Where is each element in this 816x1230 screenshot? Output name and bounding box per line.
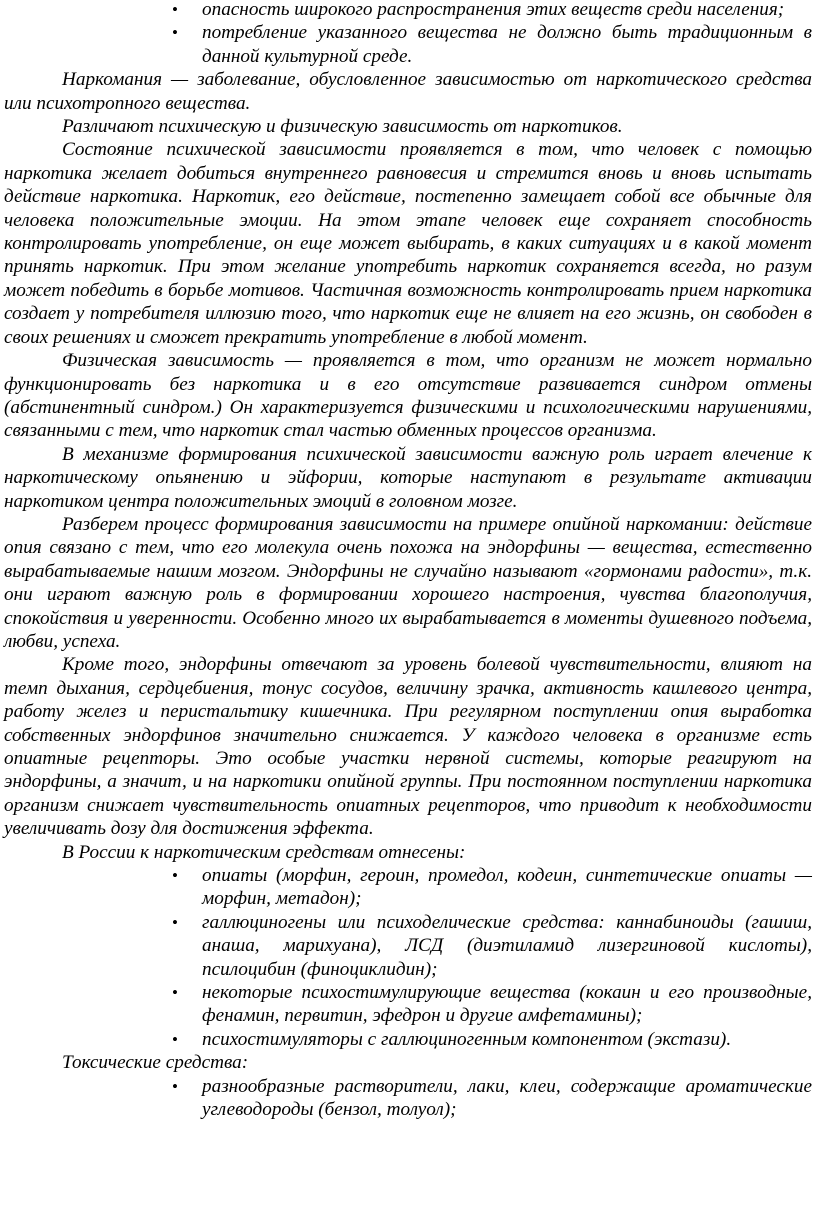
toxic-heading: Токсические средства: xyxy=(62,1052,249,1074)
paragraph-psychological-dependence: Состояние психической зависимости проявляется в том, что человек с помощью наркотика желает добиться внутреннего равновесия и стремится вновь и вновь испытать действие наркотика. Наркотик, его действие, постепенно замещает собой все обычные для человека положительные эмоции. На этом этапе человек еще сохраняет способность контролировать употребление, он еще может выбирать, в каких ситуациях и в какой момент принять наркотик. При этом желание употребить наркотик сохраняется всегда, но разум может победить в борьбе мотивов. Частичная возможность контролировать прием наркотика создает у потребителя иллюзию того, что наркотик еще не влияет на его жизнь, он свободен в своих решениях и сможет прекратить употребление в любой момент. xyxy=(4,139,812,348)
list-item: • галлюциногены или психоделические средства: каннабиноиды (гашиш, анаша, марихуана), ЛСД (диэтиламид лизергиновой кислоты), псилоцибин (финоциклидин); xyxy=(202,911,812,981)
paragraph-endorphins: Кроме того, эндорфины отвечают за уровень болевой чувствительности, влияют на темп дыхания, сердцебиения, тонус сосудов, величину зрачка, активность кашлевого центра, работу желез и перистальтику кишечника. При регулярном поступлении опия выработка собственных эндорфинов значительно снижается. У каждого человека в организме есть опиатные рецепторы. Это особые участки нервной системы, которые реагируют на эндорфины, а значит, и на наркотики опийной группы. При постоянном поступлении наркотика организм снижает чувствительность опиатных рецепторов, что приводит к необходимости увеличивать дозу для достижения эффекта. xyxy=(4,654,812,840)
list-item: • потребление указанного вещества не должно быть традиционным в данной культурной среде. xyxy=(202,21,812,68)
list-item: • опиаты (морфин, героин, промедол, кодеин, синтетические опиаты — морфин, метадон); xyxy=(202,864,812,911)
paragraph-physical-dependence: Физическая зависимость — проявляется в том, что организм не может нормально функционировать без наркотика и в его отсутствие развивается синдром отмены (абстинентный синдром.) Он характеризуется физическими и психологическими нарушениями, связанными с тем, что наркотик стал частью обменных процессов организма. xyxy=(4,350,812,442)
list-item: • разнообразные растворители, лаки, клеи, содержащие ароматические углеводороды (бензол, толуол); xyxy=(202,1075,812,1122)
paragraph-opium-example: Разберем процесс формирования зависимости на примере опийной наркомании: действие опия связано с тем, что его молекула очень похожа на эндорфины — вещества, естественно вырабатываемые нашим мозгом. Эндорфины не случайно называют «гормонами радости», т.к. они играют важную роль в формировании хорошего настроения, чувства благополучия, спокойствия и уверенности. Особенно много их вырабатывается в моменты душевного подъема, любви, успеха. xyxy=(4,513,812,652)
paragraph-dependence-types: Различают психическую и физическую зависимость от наркотиков. xyxy=(62,116,623,138)
list-item: • психостимуляторы с галлюциногенным компонентом (экстази). xyxy=(202,1028,812,1051)
bullet-list-criteria xyxy=(4,0,812,68)
list-item: • некоторые психостимулирующие вещества (кокаин и его производные, фенамин, первитин, эфедрон и другие амфетамины); xyxy=(202,981,812,1028)
bullet-list-toxic xyxy=(4,1075,812,1122)
list-item: • опасность широкого распространения этих веществ среди населения; xyxy=(202,0,812,21)
paragraph-mechanism: В механизме формирования психической зависимости важную роль играет влечение к наркотическому опьянению и эйфории, которые наступают в результате активации наркотиком центра положительных эмоций в головном мозге. xyxy=(4,443,812,512)
bullet-list-narcotics xyxy=(4,864,812,1051)
paragraph-addiction-definition: Наркомания — заболевание, обусловленное зависимостью от наркотического средства или психотропного вещества. xyxy=(4,69,812,114)
document-page xyxy=(4,0,812,1122)
paragraph-russia-narcotics: В России к наркотическим средствам отнесены: xyxy=(62,841,466,863)
